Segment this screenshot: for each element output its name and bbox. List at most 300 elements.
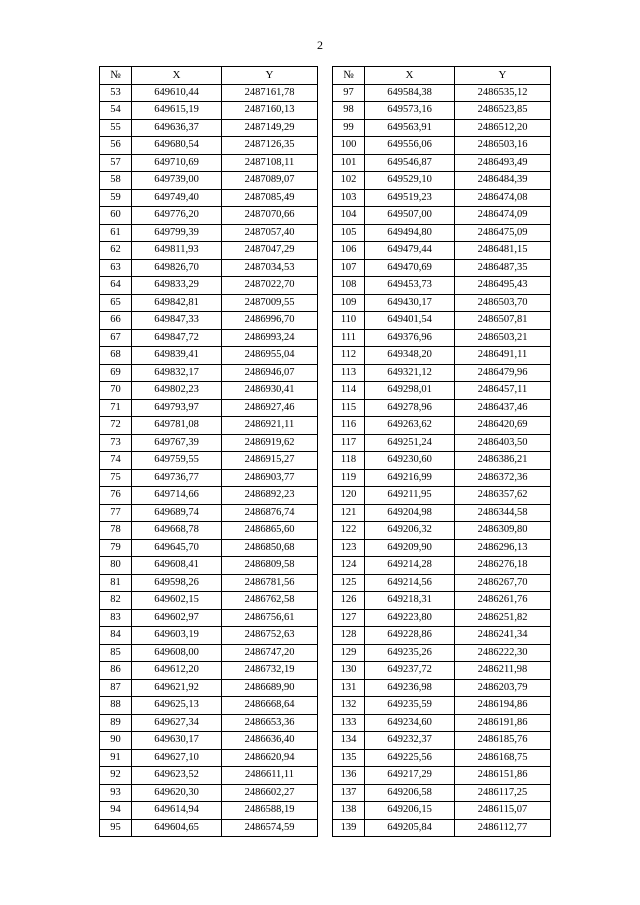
x-coordinate-cell: 649710,69	[132, 154, 222, 172]
table-row	[100, 382, 318, 400]
x-coordinate-cell: 649206,58	[365, 784, 455, 802]
table-row	[333, 224, 551, 242]
y-coordinate-cell: 2486475,09	[455, 224, 551, 242]
point-number-cell: 82	[100, 592, 132, 610]
table-row	[333, 417, 551, 435]
point-number-cell: 77	[100, 504, 132, 522]
table-row	[100, 539, 318, 557]
point-number-cell: 132	[333, 697, 365, 715]
table-row	[100, 154, 318, 172]
table-row	[333, 452, 551, 470]
y-coordinate-cell: 2486876,74	[222, 504, 318, 522]
table-row	[333, 294, 551, 312]
y-coordinate-cell: 2486809,58	[222, 557, 318, 575]
table-row	[100, 399, 318, 417]
point-number-cell: 55	[100, 119, 132, 137]
x-coordinate-cell: 649234,60	[365, 714, 455, 732]
y-coordinate-cell: 2487108,11	[222, 154, 318, 172]
y-coordinate-cell: 2487034,53	[222, 259, 318, 277]
y-coordinate-cell: 2486493,49	[455, 154, 551, 172]
table-row	[100, 452, 318, 470]
point-number-cell: 130	[333, 662, 365, 680]
y-coordinate-cell: 2486420,69	[455, 417, 551, 435]
point-number-cell: 104	[333, 207, 365, 225]
y-coordinate-cell: 2486762,58	[222, 592, 318, 610]
y-coordinate-cell: 2486437,46	[455, 399, 551, 417]
table-row	[100, 312, 318, 330]
table-row	[100, 697, 318, 715]
table-row	[100, 364, 318, 382]
x-coordinate-cell: 649236,98	[365, 679, 455, 697]
point-number-cell: 115	[333, 399, 365, 417]
y-coordinate-cell: 2486747,20	[222, 644, 318, 662]
x-coordinate-cell: 649736,77	[132, 469, 222, 487]
y-coordinate-cell: 2486915,27	[222, 452, 318, 470]
x-coordinate-cell: 649608,41	[132, 557, 222, 575]
table-row	[100, 172, 318, 190]
table-row	[100, 557, 318, 575]
y-coordinate-cell: 2487161,78	[222, 84, 318, 102]
y-coordinate-cell: 2486892,23	[222, 487, 318, 505]
point-number-cell: 98	[333, 102, 365, 120]
table-row	[100, 469, 318, 487]
y-coordinate-cell: 2487070,66	[222, 207, 318, 225]
y-coordinate-cell: 2486191,86	[455, 714, 551, 732]
y-coordinate-cell: 2486993,24	[222, 329, 318, 347]
x-coordinate-cell: 649573,16	[365, 102, 455, 120]
y-coordinate-cell: 2486996,70	[222, 312, 318, 330]
table-row	[100, 259, 318, 277]
x-coordinate-cell: 649348,20	[365, 347, 455, 365]
x-coordinate-cell: 649209,90	[365, 539, 455, 557]
point-number-cell: 106	[333, 242, 365, 260]
table-row	[333, 522, 551, 540]
table-row	[100, 102, 318, 120]
table-header-row	[333, 67, 551, 85]
header-number: №	[100, 67, 132, 85]
x-coordinate-cell: 649842,81	[132, 294, 222, 312]
point-number-cell: 110	[333, 312, 365, 330]
table-row	[333, 154, 551, 172]
point-number-cell: 116	[333, 417, 365, 435]
y-coordinate-cell: 2486919,62	[222, 434, 318, 452]
table-row	[333, 364, 551, 382]
y-coordinate-cell: 2486185,76	[455, 732, 551, 750]
x-coordinate-cell: 649598,26	[132, 574, 222, 592]
table-row	[100, 574, 318, 592]
point-number-cell: 97	[333, 84, 365, 102]
point-number-cell: 113	[333, 364, 365, 382]
coordinates-table-right	[332, 66, 551, 837]
y-coordinate-cell: 2486752,63	[222, 627, 318, 645]
point-number-cell: 61	[100, 224, 132, 242]
point-number-cell: 122	[333, 522, 365, 540]
table-row	[333, 137, 551, 155]
y-coordinate-cell: 2486276,18	[455, 557, 551, 575]
x-coordinate-cell: 649205,84	[365, 819, 455, 837]
point-number-cell: 125	[333, 574, 365, 592]
y-coordinate-cell: 2486357,62	[455, 487, 551, 505]
header-y: Y	[222, 67, 318, 85]
table-row	[333, 84, 551, 102]
point-number-cell: 131	[333, 679, 365, 697]
y-coordinate-cell: 2486930,41	[222, 382, 318, 400]
y-coordinate-cell: 2486481,15	[455, 242, 551, 260]
y-coordinate-cell: 2486222,30	[455, 644, 551, 662]
table-row	[100, 802, 318, 820]
table-row	[333, 172, 551, 190]
table-row	[100, 627, 318, 645]
y-coordinate-cell: 2487057,40	[222, 224, 318, 242]
table-row	[333, 714, 551, 732]
x-coordinate-cell: 649223,80	[365, 609, 455, 627]
y-coordinate-cell: 2486457,11	[455, 382, 551, 400]
y-coordinate-cell: 2486241,34	[455, 627, 551, 645]
y-coordinate-cell: 2487089,07	[222, 172, 318, 190]
point-number-cell: 65	[100, 294, 132, 312]
table-row	[100, 767, 318, 785]
y-coordinate-cell: 2486372,36	[455, 469, 551, 487]
point-number-cell: 128	[333, 627, 365, 645]
x-coordinate-cell: 649668,78	[132, 522, 222, 540]
table-row	[333, 767, 551, 785]
y-coordinate-cell: 2486620,94	[222, 749, 318, 767]
y-coordinate-cell: 2487009,55	[222, 294, 318, 312]
x-coordinate-cell: 649680,54	[132, 137, 222, 155]
point-number-cell: 91	[100, 749, 132, 767]
table-row	[333, 119, 551, 137]
point-number-cell: 74	[100, 452, 132, 470]
x-coordinate-cell: 649218,31	[365, 592, 455, 610]
page-number: 2	[317, 38, 323, 52]
point-number-cell: 53	[100, 84, 132, 102]
table-row	[333, 802, 551, 820]
point-number-cell: 66	[100, 312, 132, 330]
y-coordinate-cell: 2486653,36	[222, 714, 318, 732]
y-coordinate-cell: 2486668,64	[222, 697, 318, 715]
table-row	[333, 189, 551, 207]
y-coordinate-cell: 2486474,08	[455, 189, 551, 207]
x-coordinate-cell: 649529,10	[365, 172, 455, 190]
y-coordinate-cell: 2486495,43	[455, 277, 551, 295]
x-coordinate-cell: 649603,19	[132, 627, 222, 645]
y-coordinate-cell: 2486588,19	[222, 802, 318, 820]
point-number-cell: 59	[100, 189, 132, 207]
point-number-cell: 118	[333, 452, 365, 470]
table-row	[333, 592, 551, 610]
point-number-cell: 111	[333, 329, 365, 347]
point-number-cell: 87	[100, 679, 132, 697]
x-coordinate-cell: 649602,15	[132, 592, 222, 610]
x-coordinate-cell: 649630,17	[132, 732, 222, 750]
x-coordinate-cell: 649759,55	[132, 452, 222, 470]
table-row	[100, 242, 318, 260]
y-coordinate-cell: 2487160,13	[222, 102, 318, 120]
y-coordinate-cell: 2486850,68	[222, 539, 318, 557]
point-number-cell: 100	[333, 137, 365, 155]
x-coordinate-cell: 649645,70	[132, 539, 222, 557]
y-coordinate-cell: 2486309,80	[455, 522, 551, 540]
table-row	[333, 697, 551, 715]
x-coordinate-cell: 649217,29	[365, 767, 455, 785]
point-number-cell: 134	[333, 732, 365, 750]
x-coordinate-cell: 649232,37	[365, 732, 455, 750]
x-coordinate-cell: 649602,97	[132, 609, 222, 627]
x-coordinate-cell: 649811,93	[132, 242, 222, 260]
point-number-cell: 117	[333, 434, 365, 452]
point-number-cell: 114	[333, 382, 365, 400]
x-coordinate-cell: 649206,32	[365, 522, 455, 540]
y-coordinate-cell: 2486636,40	[222, 732, 318, 750]
x-coordinate-cell: 649216,99	[365, 469, 455, 487]
y-coordinate-cell: 2486491,11	[455, 347, 551, 365]
point-number-cell: 139	[333, 819, 365, 837]
table-row	[100, 84, 318, 102]
table-row	[333, 102, 551, 120]
point-number-cell: 133	[333, 714, 365, 732]
y-coordinate-cell: 2486386,21	[455, 452, 551, 470]
point-number-cell: 68	[100, 347, 132, 365]
table-row	[100, 609, 318, 627]
x-coordinate-cell: 649298,01	[365, 382, 455, 400]
y-coordinate-cell: 2486732,19	[222, 662, 318, 680]
y-coordinate-cell: 2486267,70	[455, 574, 551, 592]
x-coordinate-cell: 649376,96	[365, 329, 455, 347]
x-coordinate-cell: 649608,00	[132, 644, 222, 662]
point-number-cell: 94	[100, 802, 132, 820]
point-number-cell: 86	[100, 662, 132, 680]
point-number-cell: 70	[100, 382, 132, 400]
coordinates-table-left	[99, 66, 318, 837]
point-number-cell: 93	[100, 784, 132, 802]
point-number-cell: 135	[333, 749, 365, 767]
point-number-cell: 120	[333, 487, 365, 505]
x-coordinate-cell: 649627,34	[132, 714, 222, 732]
x-coordinate-cell: 649230,60	[365, 452, 455, 470]
table-row	[333, 312, 551, 330]
point-number-cell: 62	[100, 242, 132, 260]
table-row	[333, 347, 551, 365]
y-coordinate-cell: 2486574,59	[222, 819, 318, 837]
point-number-cell: 64	[100, 277, 132, 295]
x-coordinate-cell: 649556,06	[365, 137, 455, 155]
x-coordinate-cell: 649470,69	[365, 259, 455, 277]
table-row	[100, 784, 318, 802]
point-number-cell: 112	[333, 347, 365, 365]
y-coordinate-cell: 2486115,07	[455, 802, 551, 820]
point-number-cell: 81	[100, 574, 132, 592]
x-coordinate-cell: 649621,92	[132, 679, 222, 697]
y-coordinate-cell: 2486403,50	[455, 434, 551, 452]
point-number-cell: 119	[333, 469, 365, 487]
y-coordinate-cell: 2486611,11	[222, 767, 318, 785]
header-number: №	[333, 67, 365, 85]
table-row	[333, 329, 551, 347]
point-number-cell: 63	[100, 259, 132, 277]
x-coordinate-cell: 649776,20	[132, 207, 222, 225]
y-coordinate-cell: 2486194,86	[455, 697, 551, 715]
point-number-cell: 69	[100, 364, 132, 382]
table-row	[333, 557, 551, 575]
x-coordinate-cell: 649625,13	[132, 697, 222, 715]
table-row	[333, 207, 551, 225]
y-coordinate-cell: 2486927,46	[222, 399, 318, 417]
y-coordinate-cell: 2486151,86	[455, 767, 551, 785]
x-coordinate-cell: 649833,29	[132, 277, 222, 295]
y-coordinate-cell: 2486503,16	[455, 137, 551, 155]
table-row	[100, 714, 318, 732]
point-number-cell: 58	[100, 172, 132, 190]
x-coordinate-cell: 649584,38	[365, 84, 455, 102]
table-row	[333, 469, 551, 487]
x-coordinate-cell: 649847,33	[132, 312, 222, 330]
header-x: X	[132, 67, 222, 85]
x-coordinate-cell: 649237,72	[365, 662, 455, 680]
point-number-cell: 78	[100, 522, 132, 540]
point-number-cell: 54	[100, 102, 132, 120]
point-number-cell: 79	[100, 539, 132, 557]
table-row	[100, 294, 318, 312]
table-row	[333, 399, 551, 417]
x-coordinate-cell: 649401,54	[365, 312, 455, 330]
table-row	[100, 224, 318, 242]
y-coordinate-cell: 2486503,70	[455, 294, 551, 312]
header-x: X	[365, 67, 455, 85]
table-row	[333, 732, 551, 750]
y-coordinate-cell: 2486112,77	[455, 819, 551, 837]
point-number-cell: 71	[100, 399, 132, 417]
y-coordinate-cell: 2487022,70	[222, 277, 318, 295]
y-coordinate-cell: 2486781,56	[222, 574, 318, 592]
x-coordinate-cell: 649430,17	[365, 294, 455, 312]
point-number-cell: 124	[333, 557, 365, 575]
table-row	[100, 119, 318, 137]
y-coordinate-cell: 2486487,35	[455, 259, 551, 277]
point-number-cell: 127	[333, 609, 365, 627]
point-number-cell: 92	[100, 767, 132, 785]
x-coordinate-cell: 649739,00	[132, 172, 222, 190]
table-row	[100, 749, 318, 767]
x-coordinate-cell: 649225,56	[365, 749, 455, 767]
x-coordinate-cell: 649563,91	[365, 119, 455, 137]
table-row	[100, 329, 318, 347]
header-y: Y	[455, 67, 551, 85]
x-coordinate-cell: 649251,24	[365, 434, 455, 452]
x-coordinate-cell: 649278,96	[365, 399, 455, 417]
table-row	[333, 259, 551, 277]
table-row	[100, 522, 318, 540]
table-row	[100, 644, 318, 662]
point-number-cell: 67	[100, 329, 132, 347]
point-number-cell: 88	[100, 697, 132, 715]
point-number-cell: 76	[100, 487, 132, 505]
x-coordinate-cell: 649614,94	[132, 802, 222, 820]
table-row	[100, 819, 318, 837]
x-coordinate-cell: 649767,39	[132, 434, 222, 452]
table-row	[100, 417, 318, 435]
point-number-cell: 99	[333, 119, 365, 137]
y-coordinate-cell: 2487085,49	[222, 189, 318, 207]
x-coordinate-cell: 649494,80	[365, 224, 455, 242]
x-coordinate-cell: 649214,28	[365, 557, 455, 575]
y-coordinate-cell: 2486479,96	[455, 364, 551, 382]
y-coordinate-cell: 2486955,04	[222, 347, 318, 365]
table-row	[333, 662, 551, 680]
table-row	[333, 679, 551, 697]
point-number-cell: 80	[100, 557, 132, 575]
x-coordinate-cell: 649479,44	[365, 242, 455, 260]
table-row	[100, 189, 318, 207]
y-coordinate-cell: 2486512,20	[455, 119, 551, 137]
table-row	[333, 504, 551, 522]
y-coordinate-cell: 2486296,13	[455, 539, 551, 557]
x-coordinate-cell: 649749,40	[132, 189, 222, 207]
x-coordinate-cell: 649714,66	[132, 487, 222, 505]
y-coordinate-cell: 2486211,98	[455, 662, 551, 680]
table-row	[333, 627, 551, 645]
point-number-cell: 57	[100, 154, 132, 172]
x-coordinate-cell: 649781,08	[132, 417, 222, 435]
point-number-cell: 123	[333, 539, 365, 557]
y-coordinate-cell: 2486484,39	[455, 172, 551, 190]
point-number-cell: 89	[100, 714, 132, 732]
y-coordinate-cell: 2487149,29	[222, 119, 318, 137]
x-coordinate-cell: 649453,73	[365, 277, 455, 295]
y-coordinate-cell: 2486523,85	[455, 102, 551, 120]
table-row	[100, 504, 318, 522]
x-coordinate-cell: 649204,98	[365, 504, 455, 522]
point-number-cell: 107	[333, 259, 365, 277]
table-row	[100, 137, 318, 155]
point-number-cell: 136	[333, 767, 365, 785]
point-number-cell: 90	[100, 732, 132, 750]
x-coordinate-cell: 649610,44	[132, 84, 222, 102]
table-row	[333, 749, 551, 767]
x-coordinate-cell: 649235,59	[365, 697, 455, 715]
y-coordinate-cell: 2487047,29	[222, 242, 318, 260]
x-coordinate-cell: 649802,23	[132, 382, 222, 400]
point-number-cell: 121	[333, 504, 365, 522]
x-coordinate-cell: 649839,41	[132, 347, 222, 365]
table-row	[333, 609, 551, 627]
y-coordinate-cell: 2486756,61	[222, 609, 318, 627]
table-row	[333, 277, 551, 295]
table-row	[100, 662, 318, 680]
point-number-cell: 138	[333, 802, 365, 820]
table-row	[333, 819, 551, 837]
x-coordinate-cell: 649214,56	[365, 574, 455, 592]
x-coordinate-cell: 649627,10	[132, 749, 222, 767]
point-number-cell: 75	[100, 469, 132, 487]
y-coordinate-cell: 2486251,82	[455, 609, 551, 627]
y-coordinate-cell: 2486261,76	[455, 592, 551, 610]
table-row	[100, 207, 318, 225]
table-row	[333, 382, 551, 400]
point-number-cell: 126	[333, 592, 365, 610]
y-coordinate-cell: 2486921,11	[222, 417, 318, 435]
table-header-row	[100, 67, 318, 85]
x-coordinate-cell: 649228,86	[365, 627, 455, 645]
table-row	[100, 347, 318, 365]
y-coordinate-cell: 2486865,60	[222, 522, 318, 540]
point-number-cell: 103	[333, 189, 365, 207]
table-row	[333, 574, 551, 592]
table-row	[100, 592, 318, 610]
x-coordinate-cell: 649235,26	[365, 644, 455, 662]
table-row	[333, 242, 551, 260]
y-coordinate-cell: 2486946,07	[222, 364, 318, 382]
point-number-cell: 72	[100, 417, 132, 435]
